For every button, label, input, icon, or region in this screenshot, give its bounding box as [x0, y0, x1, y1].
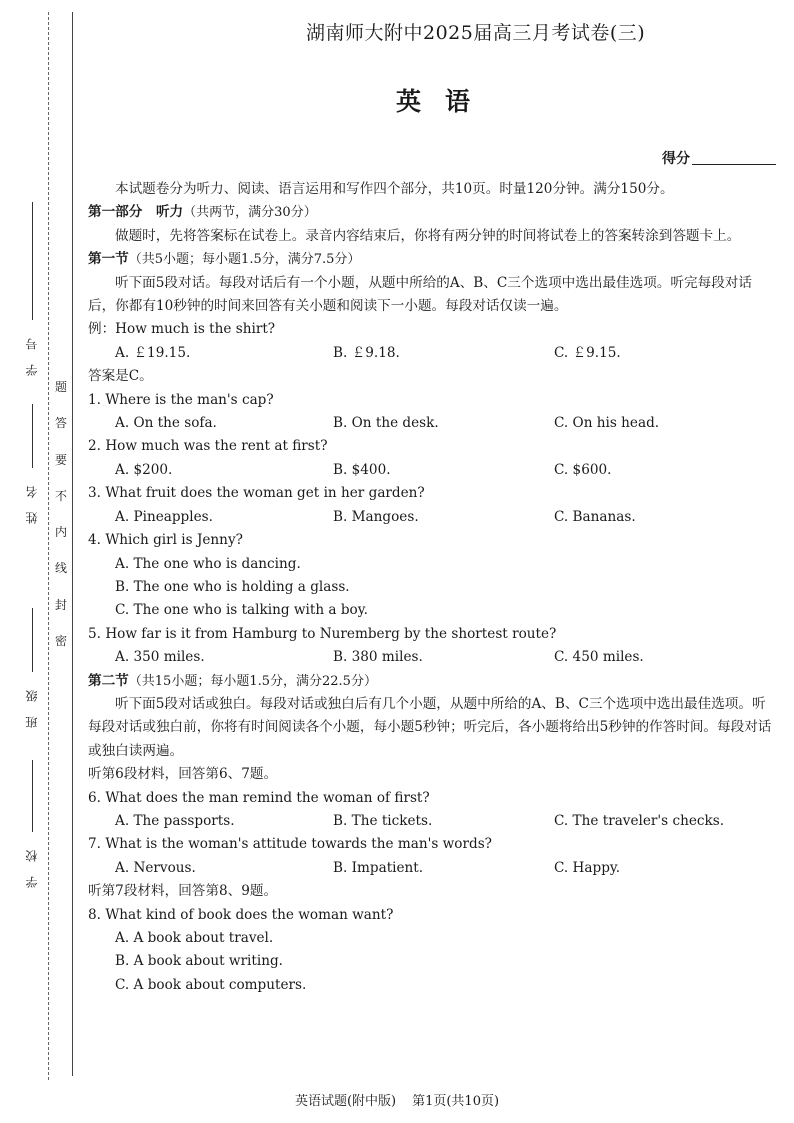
question-number: 2.: [88, 438, 101, 455]
seal-char: 线: [54, 561, 67, 576]
section2-title: 第二节: [88, 672, 129, 689]
question-number: 1.: [88, 391, 101, 408]
question-number: 5.: [88, 625, 101, 642]
question-number: 8.: [88, 906, 101, 923]
score-blank[interactable]: [692, 150, 776, 165]
option-c: C. Bananas.: [554, 508, 636, 525]
seal-char: 题: [54, 380, 67, 394]
option-a: A. $200.: [115, 461, 173, 478]
score-label: 得分: [662, 151, 690, 167]
page-footer: [0, 1090, 794, 1109]
student-name-field[interactable]: [20, 404, 44, 524]
option-a: A. 350 miles.: [115, 649, 205, 666]
footer-page-number: 第1页(共10页): [412, 1094, 500, 1109]
seal-char: 封: [54, 597, 67, 612]
option-c: C. The traveler's checks.: [554, 812, 725, 829]
question-6: [88, 787, 778, 810]
question-5: [88, 623, 778, 646]
option-b: B. On the desk.: [333, 415, 439, 432]
class-field[interactable]: [20, 608, 44, 728]
part1-title: 第一部分 听力: [88, 204, 184, 221]
option-a: A. On the sofa.: [115, 415, 217, 432]
option-c: C. Happy.: [554, 859, 621, 876]
option-a: A. The passports.: [115, 812, 235, 829]
example-question: 例：How much is the shirt?: [88, 321, 276, 338]
question-text: What is the woman's attitude towards the man's words?: [105, 836, 492, 853]
section2-instructions: 听下面5段对话或独白。每段对话或独白后有几个小题，从题中所给的A、B、C三个选项中选出最佳选项。听每段对话或独白前，你将有时间阅读各个小题，每小题5秒钟；听完后，各小题将给出5秒钟的作答时间。每段对话或独白读两遍。: [88, 695, 772, 759]
option-c: C. 450 miles.: [554, 649, 644, 666]
question-1: [88, 389, 778, 412]
option-a: A. Nervous.: [115, 859, 196, 876]
question-3-options: [88, 506, 778, 529]
question-number: 6.: [88, 789, 101, 806]
option-a: A. The one who is dancing.: [115, 555, 301, 572]
question-text: How far is it from Hamburg to Nuremberg by the shortest route?: [105, 625, 557, 642]
exam-title: 湖南师大附中2025届高三月考试卷(三): [306, 22, 646, 44]
option-a: A. A book about travel.: [115, 930, 274, 946]
question-3: [88, 482, 778, 505]
question-7-options: [88, 857, 778, 880]
seal-char: 答: [54, 416, 67, 431]
seal-char: 不: [54, 488, 67, 503]
section1-instructions: 听下面5段对话。每段对话后有一个小题，从题中所给的A、B、C三个选项中选出最佳选项。听完每段对话后，你都有10秒钟的时间来回答有关小题和阅读下一小题。每段对话仅读一遍。: [88, 274, 752, 315]
exam-body: [88, 178, 778, 997]
section2-heading: [88, 670, 778, 693]
class-label: 班级: [25, 676, 39, 728]
section2-note: （共15小题；每小题1.5分，满分22.5分）: [128, 673, 377, 689]
footer-subject: 英语试题(附中版): [294, 1094, 397, 1109]
option-a: A. Pineapples.: [115, 508, 213, 525]
seal-char: 密: [54, 634, 67, 649]
option-c: C. On his head.: [554, 415, 660, 432]
part1-heading: [88, 201, 778, 224]
option-b: B. $400.: [333, 461, 391, 478]
option-b: B. Impatient.: [333, 859, 424, 876]
option-b: B. ￡9.18.: [333, 344, 400, 361]
question-text: What fruit does the woman get in her garden?: [105, 485, 425, 502]
option-b: B. A book about writing.: [115, 953, 283, 970]
option-a: A. ￡19.15.: [115, 344, 191, 361]
example-options: [88, 342, 778, 365]
part1-note: （共两节，满分30分）: [183, 205, 317, 221]
section1-title: 第一节: [88, 251, 129, 268]
school-blank[interactable]: [32, 760, 33, 832]
question-text: What does the man remind the woman of first?: [105, 789, 430, 806]
part1-instructions: 做题时，先将答案标在试卷上。录音内容结束后，你将有两分钟的时间将试卷上的答案转涂到答题卡上。: [115, 227, 741, 244]
school-field[interactable]: [20, 760, 44, 888]
question-5-options: [88, 646, 778, 669]
question-number: 3.: [88, 485, 101, 502]
question-2-options: [88, 459, 778, 482]
example-answer: 答案是C。: [88, 368, 153, 385]
question-2: [88, 435, 778, 458]
question-1-options: [88, 412, 778, 435]
student-id-blank[interactable]: [32, 202, 33, 320]
question-number: 4.: [88, 532, 101, 549]
material-6-note: 听第6段材料，回答第6、7题。: [88, 766, 278, 783]
question-7: [88, 833, 778, 856]
question-text: Which girl is Jenny?: [105, 532, 243, 549]
question-6-options: [88, 810, 778, 833]
option-b: B. Mangoes.: [333, 508, 419, 525]
section1-note: （共5小题；每小题1.5分，满分7.5分）: [128, 252, 361, 268]
seal-char: 内: [54, 525, 67, 540]
student-id-field[interactable]: [20, 202, 44, 376]
margin-border-line: [72, 12, 73, 1076]
subject-title: 英语: [395, 87, 494, 116]
student-name-blank[interactable]: [32, 404, 33, 468]
school-label: 学校: [25, 836, 39, 888]
option-c: C. The one who is talking with a boy.: [115, 602, 368, 619]
question-text: What kind of book does the woman want?: [105, 906, 394, 923]
intro-text: 本试题卷分为听力、阅读、语言运用和写作四个部分，共10页。时量120分钟。满分150分。: [115, 181, 674, 197]
option-c: C. $600.: [554, 461, 612, 478]
option-b: B. The one who is holding a glass.: [115, 578, 350, 595]
dashed-cut-line: [48, 12, 49, 1080]
seal-char: 要: [54, 452, 67, 467]
option-c: C. ￡9.15.: [554, 344, 621, 361]
student-name-label: 姓名: [25, 472, 39, 524]
question-text: How much was the rent at first?: [105, 438, 328, 455]
question-number: 7.: [88, 836, 101, 853]
option-c: C. A book about computers.: [115, 976, 307, 993]
seal-line-notice: [52, 378, 70, 668]
section1-heading: [88, 248, 778, 271]
student-id-label: 学号: [25, 324, 39, 376]
question-text: Where is the man's cap?: [105, 391, 274, 408]
score-field[interactable]: [662, 148, 776, 168]
material-7-note: 听第7段材料，回答第8、9题。: [88, 883, 278, 900]
question-4: [88, 529, 778, 552]
class-blank[interactable]: [32, 608, 33, 672]
question-8: [88, 904, 778, 927]
option-b: B. 380 miles.: [333, 649, 423, 666]
option-b: B. The tickets.: [333, 812, 433, 829]
